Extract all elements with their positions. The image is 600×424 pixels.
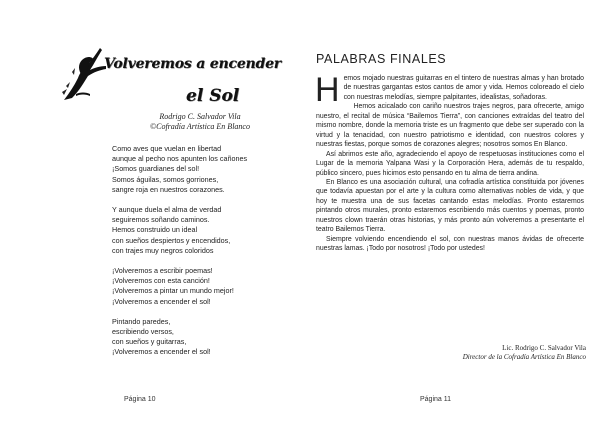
bird-on-branch-icon <box>60 42 112 104</box>
paragraph: Siempre volviendo encendiendo el sol, con nuestras manos ávidas de ofrecerte nuestras lamas. ¡Todo por nosotros! ¡Todo por ustedes! <box>316 235 584 253</box>
poem-stanza <box>112 144 292 195</box>
poem-line: ¡Somos guardianes del sol! <box>112 164 200 174</box>
page-number-right: Página 11 <box>420 396 452 403</box>
paragraph <box>315 71 584 109</box>
poem-line: Pintando paredes, <box>112 316 171 326</box>
poem-line: con sueños y guitarras, <box>112 337 187 347</box>
poem-stanza <box>112 317 292 358</box>
poem-line: Y aunque duela el alma de verdad <box>112 205 222 215</box>
poem-organization: ©Cofradía Artística En Blanco <box>150 122 250 131</box>
body-text <box>315 71 584 254</box>
poem-line: aunque al pecho nos apunten los cañones <box>112 154 248 164</box>
poem-line: ¡Volveremos a escribir poemas! <box>112 266 213 276</box>
poem-line: ¡Volveremos con esta canción! <box>112 276 210 286</box>
poem-line: Como aves que vuelan en libertad <box>112 144 222 153</box>
paragraph-text: emos mojado nuestras guitarras en el tintero de nuestras almas y han brotado de nuestras gargantas estos cantos de amor y vida. Hemos coloreado el cielo con nuestras melodías, siempre palpitantes, idealistas, soñadoras. <box>343 75 584 101</box>
page-number-left: Página 10 <box>124 396 156 403</box>
paragraph: En Blanco es una asociación cultural, una cofradía artística constituida por jóvenes que todavía apuestan por el arte y la cultura como alternativas nobles de vida, y que hoy te muestra una de sus facetas cantando estas melodías. Pronto estaremos pintando otros murales, pronto estaremos escribiendo más cuentos y poemas, pronto nuestros clown traerán otras historias, y más pronto aún volveremos a presentarte el teatro Bailemos Tierra. <box>316 178 584 234</box>
signature-name: Lic. Rodrigo C. Salvador Vila <box>502 344 586 352</box>
poem-title-line1: Volveremos a encender <box>104 56 281 72</box>
poem-body <box>112 144 292 368</box>
poem-line: Somos águilas, somos gorriones, <box>112 174 219 184</box>
drop-cap: H <box>315 71 340 109</box>
right-page <box>300 0 600 424</box>
poem-line: ¡Volveremos a encender el sol! <box>112 347 211 357</box>
poem-line: seguiremos soñando caminos. <box>112 215 210 225</box>
poem-line: ¡Volveremos a pintar un mundo mejor! <box>112 286 234 296</box>
poem-line: ¡Volveremos a encender el sol! <box>112 296 211 306</box>
poem-line: con sueños despiertos y encendidos, <box>112 235 231 245</box>
paragraph: Así abrimos este año, agradeciendo el apoyo de respetuosas instituciones como el Lugar de la memoria Yalpana Wasi y la Corporación Hera, además de tu respaldo, público sincero, pues hicimos esto pensando en tu alma de tierra andina. <box>316 150 584 177</box>
poem-stanza <box>112 266 292 307</box>
poem-author: Rodrigo C. Salvador Vila <box>159 112 241 121</box>
paragraph: Hemos acicalado con cariño nuestros trajes negros, para ofrecerte, amigo nuestro, el recital de música “Bailemos Tierra”, con canciones extraídas del teatro del mismo nombre, donde la memoria triste es un fragmento que debe ser superado con la virtud y la tenacidad, con nuestro patriotismo e identidad, con nuestros colores y nuestras fiestas, porque somos de corazones alegres; nosotros somos En Blanco. <box>316 103 584 149</box>
poem-line: Hemos construido un ideal <box>112 225 198 235</box>
poem-title-line2: el Sol <box>186 86 240 106</box>
poem-line: escribiendo versos, <box>112 327 174 337</box>
poem-line: sangre roja en nuestros corazones. <box>112 184 225 194</box>
section-heading: PALABRAS FINALES <box>316 52 447 66</box>
poem-line: con trajes muy negros coloridos <box>112 245 214 255</box>
signature-role: Director de la Cofradía Artística En Blanco <box>462 353 586 361</box>
poem-stanza <box>112 205 292 256</box>
